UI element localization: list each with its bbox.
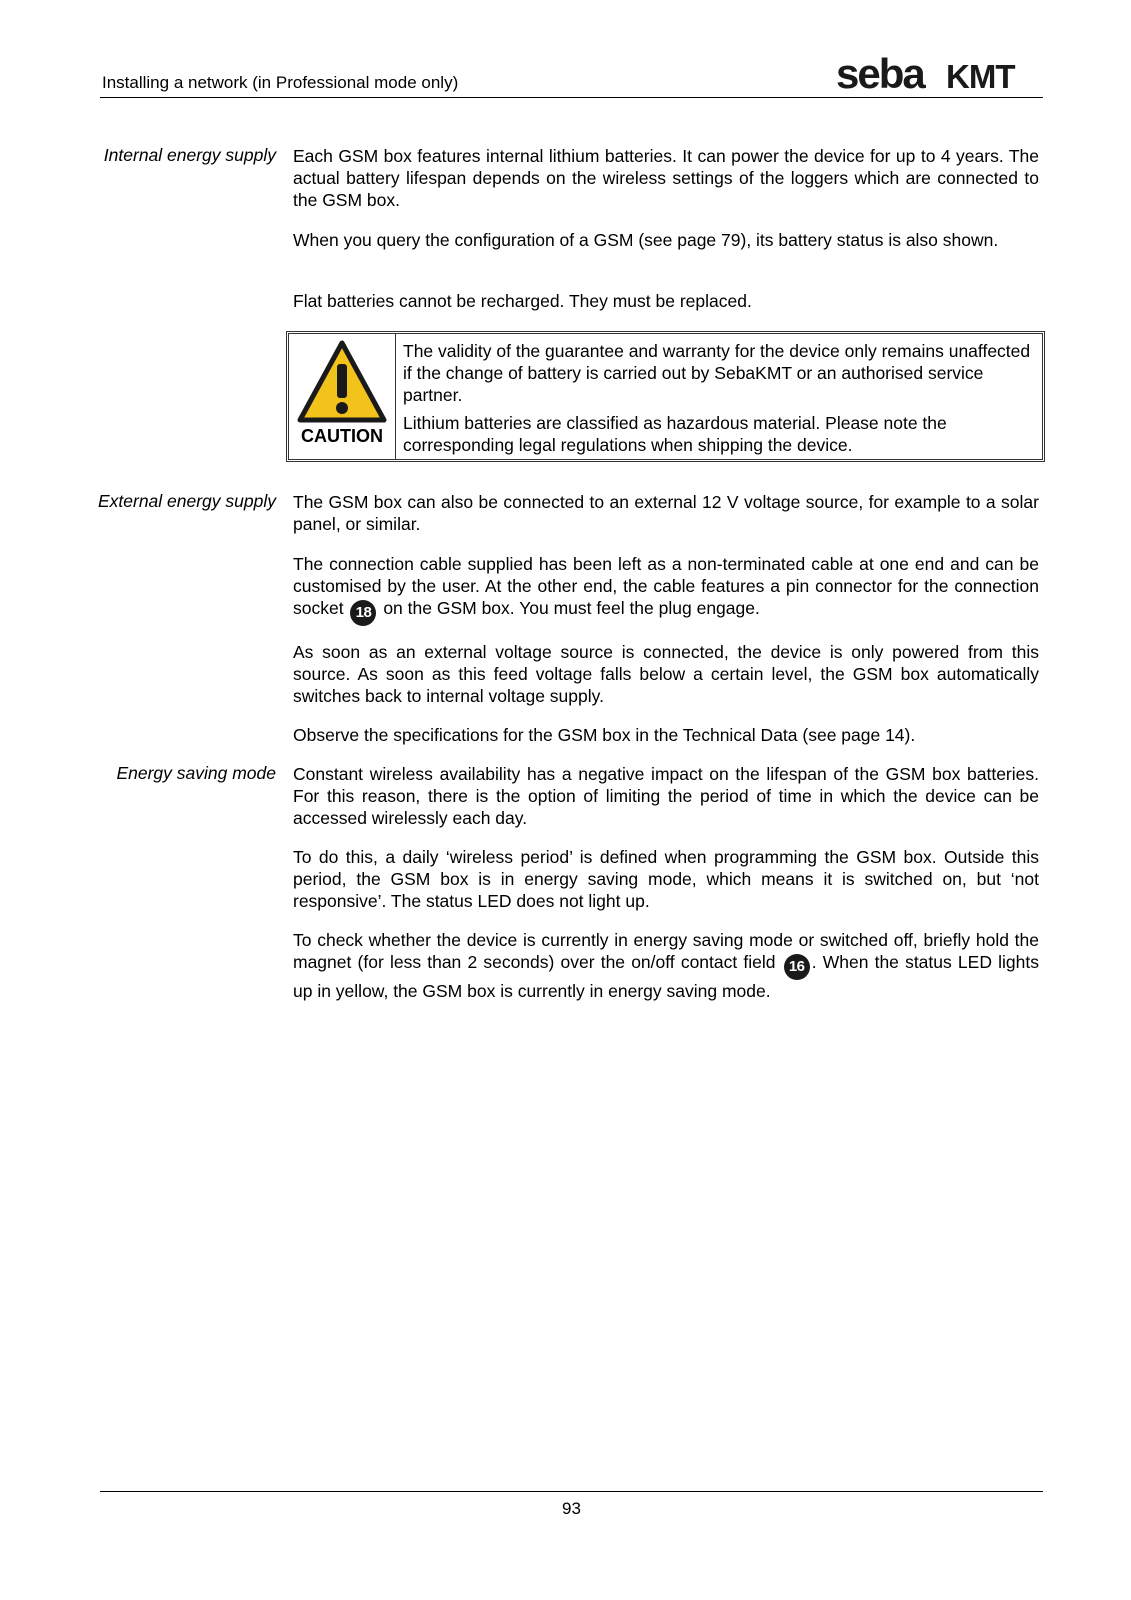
footer-rule bbox=[100, 1491, 1043, 1492]
paragraph-text: The connection cable supplied has been left as a non-terminated cable at one end and can be customised by the user. At the other end, the cable features a pin connector for the connection socket bbox=[293, 554, 1039, 618]
caution-icon-cell bbox=[289, 334, 396, 459]
page-number: 93 bbox=[562, 1499, 581, 1518]
side-label-external: External energy supply bbox=[97, 491, 276, 511]
contact-field-16-badge-icon: 16 bbox=[784, 954, 810, 980]
caution-text: The validity of the guarantee and warranty for the device only remains unaffected if the change of battery is carried out by SebaKMT or an authorised service partner. bbox=[403, 341, 1031, 405]
paragraph: The GSM box can also be connected to an external 12 V voltage source, for example to a solar panel, or similar. bbox=[293, 492, 1039, 534]
paragraph: To do this, a daily ‘wireless period’ is defined when programming the GSM box. Outside this period, the GSM box is in energy saving mode, which means it is switched on, but ‘not responsive’. The status LED does not light up. bbox=[293, 847, 1039, 911]
page-header bbox=[100, 50, 1043, 98]
side-label-energy-saving: Energy saving mode bbox=[116, 763, 276, 783]
svg-text:seba: seba bbox=[836, 54, 924, 94]
paragraph: As soon as an external voltage source is connected, the device is only powered from this source. As soon as this feed voltage falls below a certain level, the GSM box automatically switches back to internal voltage supply. bbox=[293, 642, 1039, 706]
paragraph-text: . When the status LED lights up in yellow, the GSM box is currently in energy saving mode. bbox=[293, 952, 1039, 1001]
paragraph-text: on the GSM box. You must feel the plug engage. bbox=[383, 598, 760, 618]
paragraph bbox=[293, 553, 1039, 626]
paragraph bbox=[293, 929, 1039, 1002]
caution-text: Lithium batteries are classified as hazardous material. Please note the corresponding legal regulations when shipping the device. bbox=[403, 413, 947, 455]
sebakmt-logo bbox=[836, 54, 1041, 94]
paragraph: Observe the specifications for the GSM box in the Technical Data (see page 14). bbox=[293, 725, 916, 745]
side-label-internal: Internal energy supply bbox=[103, 145, 276, 165]
paragraph-text: To check whether the device is currently in energy saving mode or switched off, briefly hold the magnet (for less than 2 seconds) over the on/off contact field bbox=[293, 930, 1039, 972]
svg-text:KMT: KMT bbox=[946, 58, 1015, 94]
paragraph: Flat batteries cannot be recharged. They must be replaced. bbox=[293, 291, 752, 311]
paragraph: Each GSM box features internal lithium batteries. It can power the device for up to 4 years. The actual battery lifespan depends on the wireless settings of the loggers which are connected to the GSM box. bbox=[293, 146, 1039, 210]
paragraph: Constant wireless availability has a negative impact on the lifespan of the GSM box batteries. For this reason, there is the option of limiting the period of time in which the device can be accessed wirelessly each day. bbox=[293, 764, 1039, 828]
caution-box bbox=[286, 331, 1045, 462]
caution-label: CAUTION bbox=[301, 426, 383, 446]
warning-triangle-icon bbox=[297, 340, 387, 424]
header-title: Installing a network (in Professional mode only) bbox=[102, 73, 459, 92]
connector-18-badge-icon: 18 bbox=[350, 600, 376, 626]
paragraph: When you query the configuration of a GSM (see page 79), its battery status is also shown. bbox=[293, 230, 999, 250]
